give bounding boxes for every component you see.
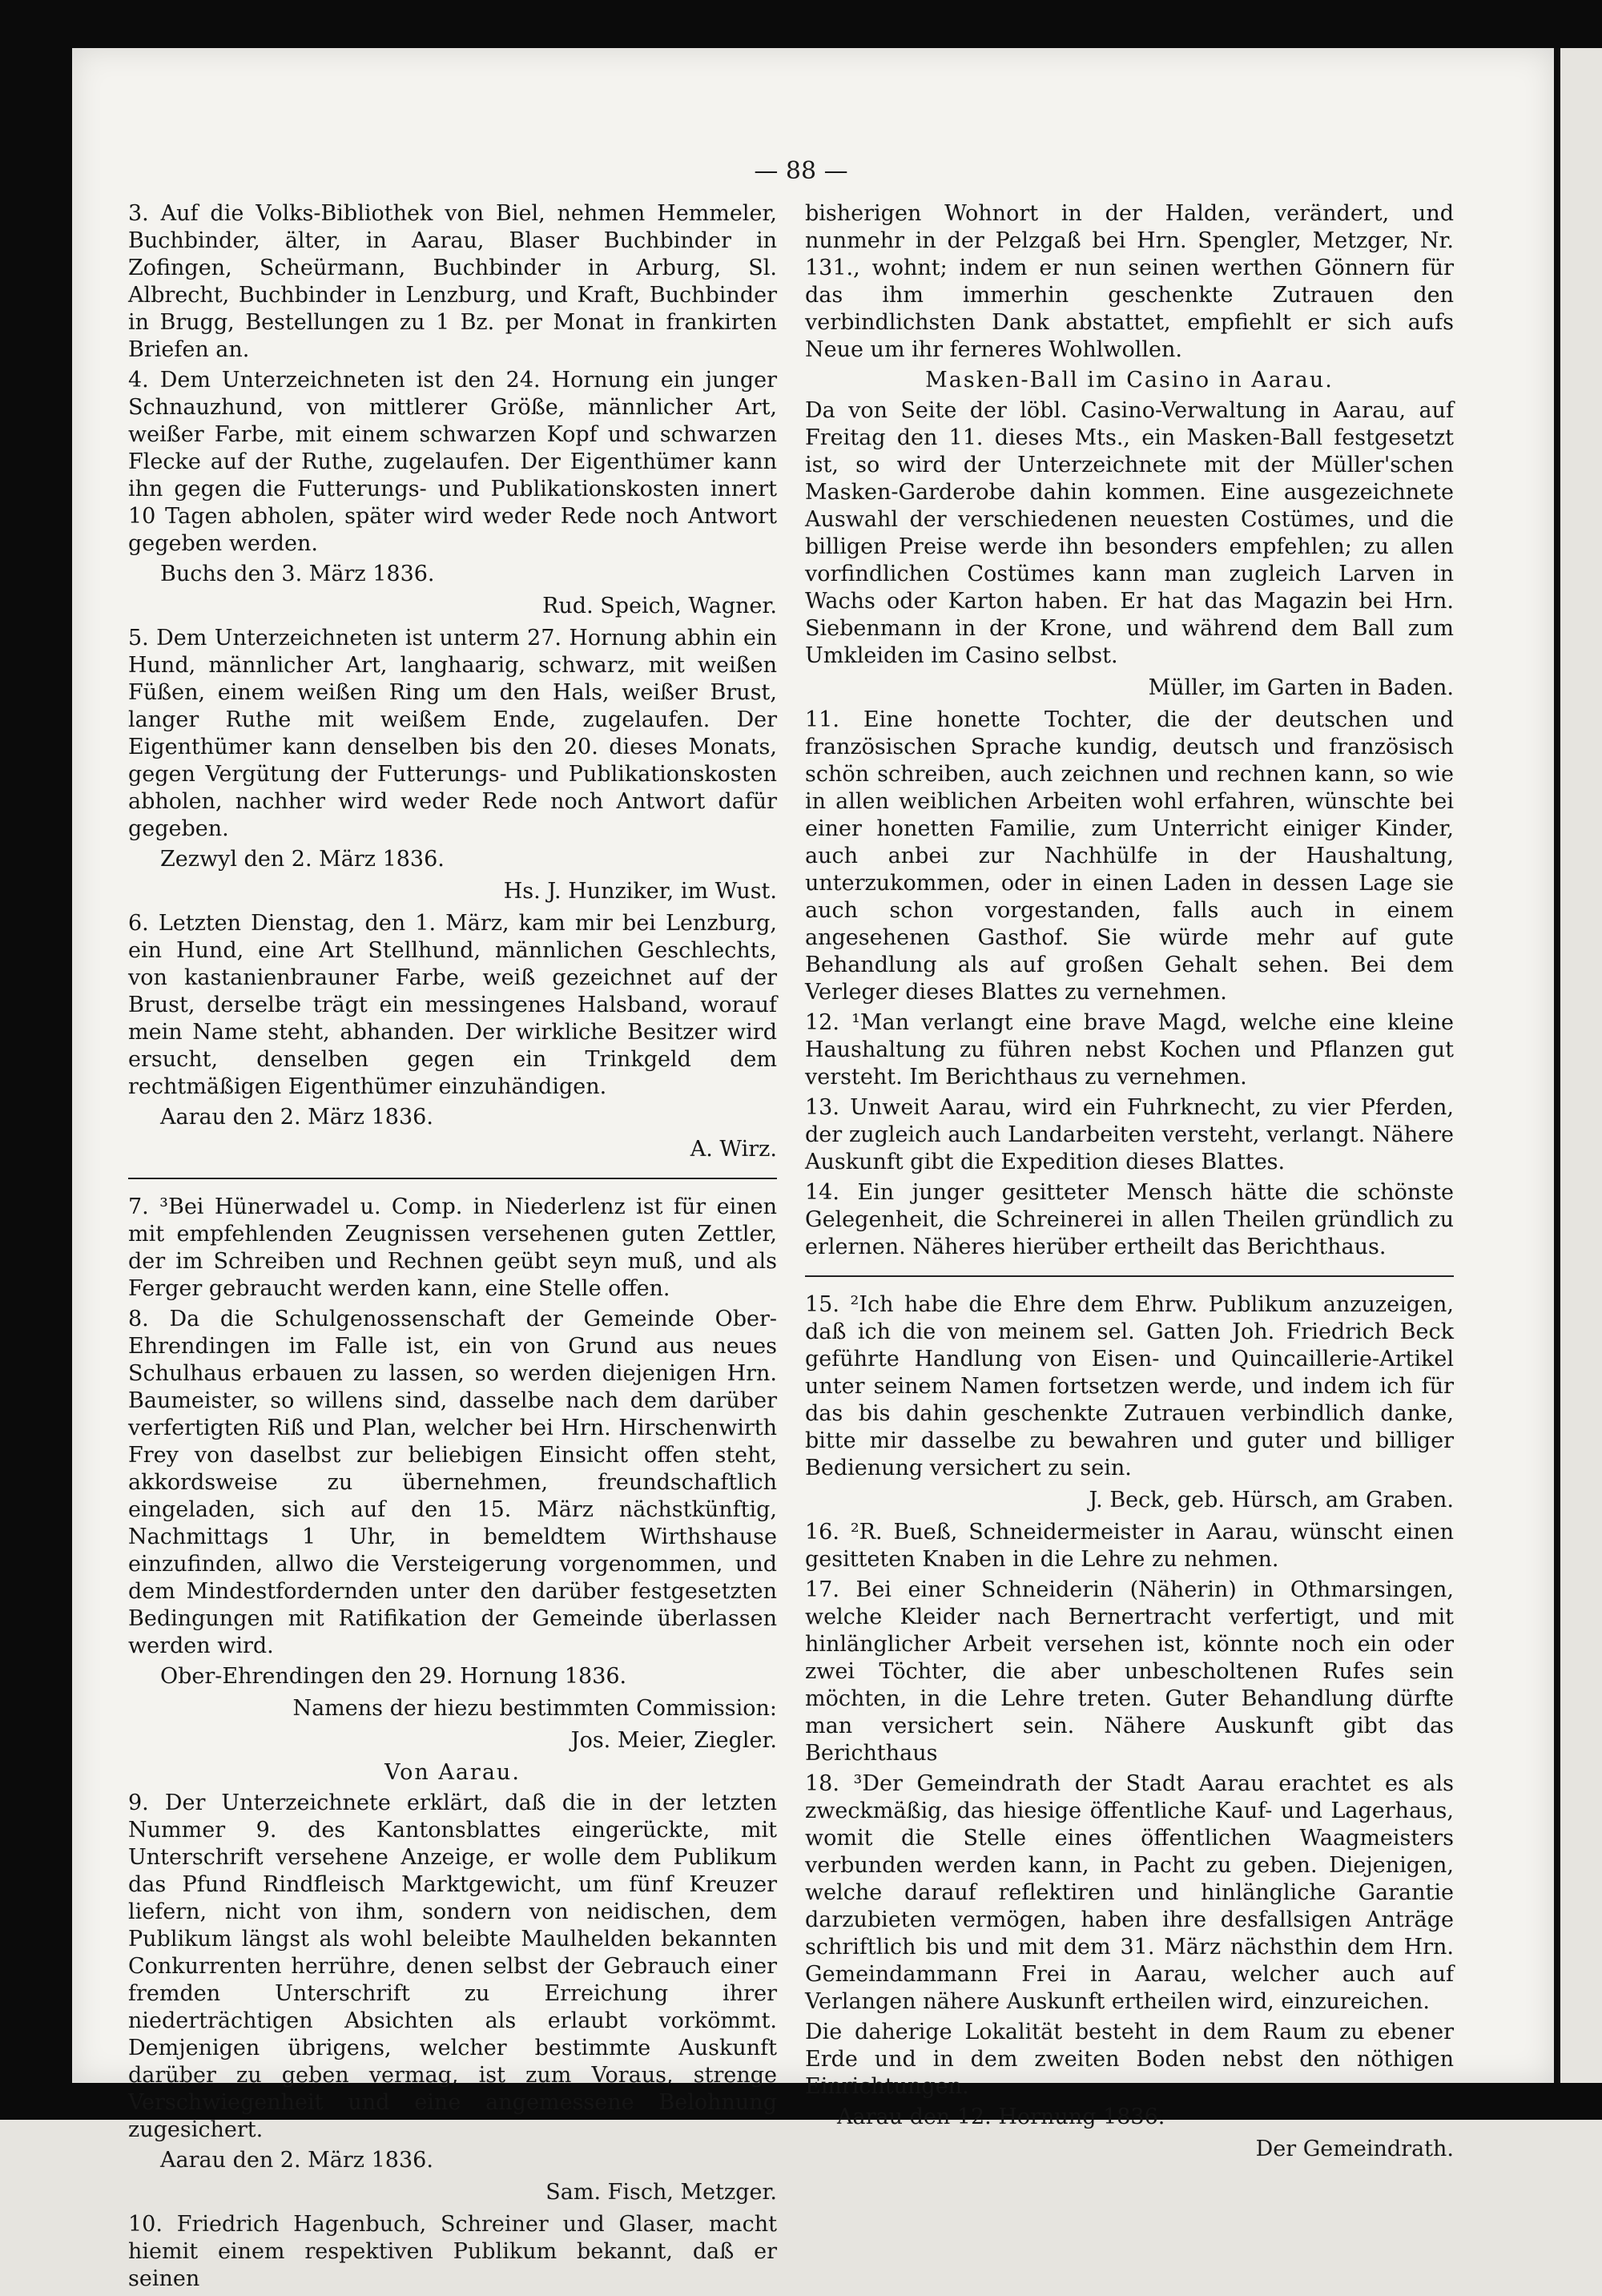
- column-rule: [805, 1275, 1454, 1277]
- scan-border-left: [0, 0, 72, 2120]
- right-column-block-1: [805, 200, 1454, 1261]
- signature: Namens der hiezu bestimmten Commission:: [292, 1696, 777, 1721]
- notice-paragraph: 11. Eine honette Tochter, die der deutschen und französischen Sprache kundig, deutsch und französisch schön schreiben, auch zeichnen und rechnen kann, so wie in allen weiblichen Arbeiten wohl erfahren, wünschte bei einer honetten Familie, zum Unterricht einiger Kinder, auch anbei zur Nachhülfe in der Haushaltung, unterzukommen, oder in einen Laden in dessen Lage sie auch schon vorgestanden, falls auch in einem angesehenen Gasthof. Sie würde mehr auf gute Behandlung als auf großen Gehalt sehen. Bei dem Verleger dieses Blattes zu vernehmen.: [805, 707, 1454, 1005]
- right-column-block-2: [805, 1291, 1454, 2163]
- signature: Rud. Speich, Wagner.: [542, 594, 777, 618]
- place-date: Zezwyl den 2. März 1836.: [160, 847, 445, 872]
- notice-paragraph: 12. ¹Man verlangt eine brave Magd, welche eine kleine Haushaltung zu führen nebst Kochen und Pflanzen gut versteht. Im Berichthaus zu vernehmen.: [805, 1010, 1454, 1090]
- notice-paragraph: 9. Der Unterzeichnete erklärt, daß die in der letzten Nummer 9. des Kantonsblattes eingerückte, mit Unterschrift versehene Anzeige, er wolle dem Publikum das Pfund Rindfleisch Marktgewicht, um fünf Kreuzer liefern, nicht von ihm, sondern von neidischen, dem Publikum längst als wohl beleibte Maulhelden bekannten Conkurrenten herrühre, denen selbst der Gebrauch einer fremden Unterschrift zu Erreichung ihrer niederträchtigen Absichten als erlaubt vorkömmt. Demjenigen übrigens, welcher bestimmte Auskunft darüber zu geben vermag, ist zum Voraus, strenge Verschwiegenheit und eine angemessene Belohnung zugesichert.: [128, 1790, 777, 2142]
- column-rule: [128, 1178, 777, 1179]
- place-date: Aarau den 2. März 1836.: [160, 2148, 433, 2173]
- scan-border-top: [0, 0, 1602, 48]
- notice-paragraph: Da von Seite der löbl. Casino-Verwaltung in Aarau, auf Freitag den 11. dieses Mts., ein Masken-Ball festgesetzt ist, so wird der Unterzeichnete mit der Müller'schen Masken-Garderobe dahin kommen. Eine ausgezeichnete Auswahl der verschiedenen neuesten Costümes, und die billigen Preise werde ihn besonders empfehlen; zu allen vorfindlichen Costümes kann man zugleich Larven in Wachs oder Karton haben. Er hat das Magazin bei Hrn. Siebenmann in der Krone, und während dem Ball zum Umkleiden im Casino selbst.: [805, 398, 1454, 668]
- notice-paragraph: 8. Da die Schulgenossenschaft der Gemeinde Ober-Ehrendingen im Falle ist, ein von Grund aus neues Schulhaus erbauen zu lassen, so werden diejenigen Hrn. Baumeister, so willens sind, dasselbe nach dem darüber verfertigten Riß und Plan, welcher bei Hrn. Hirschenwirth Frey von daselbst zur beliebigen Einsicht offen steht, akkordsweise zu übernehmen, freundschaftlich eingeladen, sich auf den 15. März nächstkünftig, Nachmittags 1 Uhr, in bemeldtem Wirthshause einzufinden, allwo die Versteigerung vorgenommen, und dem Mindestfordernden unter den darüber festgesetzten Bedingungen mit Ratifikation der Gemeinde überlassen werden wird.: [128, 1307, 777, 1658]
- left-column-block-2: [128, 1194, 777, 2293]
- signature: Hs. J. Hunziker, im Wust.: [503, 879, 777, 904]
- signature: A. Wirz.: [690, 1137, 777, 1162]
- notice-paragraph: 16. ²R. Bueß, Schneidermeister in Aarau, wünscht einen gesitteten Knaben in die Lehre zu nehmen.: [805, 1520, 1454, 1572]
- right-column: [805, 200, 1454, 2168]
- signature: Sam. Fisch, Metzger.: [545, 2180, 777, 2205]
- notice-paragraph: 15. ²Ich habe die Ehre dem Ehrw. Publikum anzuzeigen, daß ich die von meinem sel. Gatten Joh. Friedrich Beck geführte Handlung von Eisen- und Quincaillerie-Artikel unter seinem Namen fortsetzen werde, und indem ich für das bis dahin geschenkte Zutrauen verbindlich danke, bitte mir dasselbe zu bewahren und guter und billiger Bedienung versichert zu sein.: [805, 1292, 1454, 1480]
- signature: Der Gemeindrath.: [1255, 2137, 1454, 2161]
- place-date: Aarau den 12. Hornung 1836.: [837, 2105, 1165, 2129]
- place-date: Aarau den 2. März 1836.: [160, 1105, 433, 1130]
- notice-paragraph: 18. ³Der Gemeindrath der Stadt Aarau erachtet es als zweckmäßig, das hiesige öffentliche Kauf- und Lagerhaus, womit die Stelle eines öffentlichen Waagmeisters verbunden werden kann, in Pacht zu geben. Diejenigen, welche darauf reflektiren und hinlängliche Garantie darzubieten vermögen, haben ihre desfallsigen Anträge schriftlich bis und mit dem 31. März nächsthin dem Hrn. Gemeindammann Frei in Aarau, welcher auch auf Verlangen nähere Auskunft ertheilen wird, einzureichen.: [805, 1771, 1454, 2014]
- notice-paragraph: bisherigen Wohnort in der Halden, verändert, und nunmehr in der Pelzgaß bei Hrn. Spengler, Metzger, Nr. 131., wohnt; indem er nun seinen werthen Gönnern für das ihm immerhin geschenkte Zutrauen den verbindlichsten Dank abstattet, empfiehlt er sich aufs Neue um ihr ferneres Wohlwollen.: [805, 201, 1454, 362]
- page-fold-edge: [1554, 48, 1560, 2083]
- page-number: — 88 —: [754, 157, 848, 185]
- section-heading: Masken-Ball im Casino in Aarau.: [925, 368, 1334, 393]
- notice-paragraph: 3. Auf die Volks-Bibliothek von Biel, nehmen Hemmeler, Buchbinder, älter, in Aarau, Blaser Buchbinder in Zofingen, Scheürmann, Buchbinder in Arburg, Sl. Albrecht, Buchbinder in Lenzburg, und Kraft, Buchbinder in Brugg, Bestellungen zu 1 Bz. per Monat in frankirten Briefen an.: [128, 201, 777, 362]
- notice-paragraph: 17. Bei einer Schneiderin (Näherin) in Othmarsingen, welche Kleider nach Bernertracht verfertigt, und mit hinlänglicher Arbeit versehen ist, könnte noch ein oder zwei Töchter, die aber unbescholtenen Rufes sein möchten, in die Lehre treten. Guter Behandlung dürfte man versichert sein. Nähere Auskunft gibt das Berichthaus: [805, 1577, 1454, 1766]
- signature: J. Beck, geb. Hürsch, am Graben.: [1089, 1488, 1454, 1513]
- notice-paragraph: 14. Ein junger gesitteter Mensch hätte die schönste Gelegenheit, die Schreinerei in allen Theilen gründlich zu erlernen. Näheres hierüber ertheilt das Berichthaus.: [805, 1180, 1454, 1259]
- signature: Jos. Meier, Ziegler.: [570, 1728, 777, 1753]
- notice-paragraph: 7. ³Bei Hünerwadel u. Comp. in Niederlenz ist für einen mit empfehlenden Zeugnissen versehenen guten Zettler, der im Schreiben und Rechnen geübt seyn muß, und als Ferger gebraucht werden kann, eine Stelle offen.: [128, 1194, 777, 1301]
- notice-paragraph: 5. Dem Unterzeichneten ist unterm 27. Hornung abhin ein Hund, männlicher Art, langhaarig, schwarz, mit weißen Füßen, einem weißen Ring um den Hals, weißer Brust, langer Ruthe mit weißem Ende, zugelaufen. Der Eigenthümer kann denselben bis den 20. dieses Monats, gegen Vergütung der Futterungs- und Publikationskosten abholen, nachher wird weder Rede noch Antwort dafür gegeben.: [128, 626, 777, 841]
- place-date: Buchs den 3. März 1836.: [160, 562, 435, 586]
- section-heading: Von Aarau.: [384, 1760, 521, 1785]
- notice-paragraph: 4. Dem Unterzeichneten ist den 24. Hornung ein junger Schnauzhund, von mittlerer Größe, männlicher Art, weißer Farbe, mit einem schwarzen Kopf und schwarzen Flecke auf der Ruthe, zugelaufen. Der Eigenthümer kann ihn gegen die Futterungs- und Publikationskosten innert 10 Tagen abholen, später wird weder Rede noch Antwort gegeben werden.: [128, 368, 777, 556]
- place-date: Ober-Ehrendingen den 29. Hornung 1836.: [160, 1664, 627, 1689]
- notice-paragraph: 10. Friedrich Hagenbuch, Schreiner und Glaser, macht hiemit einem respektiven Publikum bekannt, daß er seinen: [128, 2212, 777, 2291]
- signature: Müller, im Garten in Baden.: [1148, 675, 1454, 700]
- left-column-block-1: [128, 200, 777, 1163]
- notice-paragraph: 13. Unweit Aarau, wird ein Fuhrknecht, zu vier Pferden, der zugleich auch Landarbeiten versteht, verlangt. Nähere Auskunft gibt die Expedition dieses Blattes.: [805, 1095, 1454, 1174]
- notice-paragraph: Die daherige Lokalität besteht in dem Raum zu ebener Erde und in dem zweiten Boden nebst den nöthigen Einrichtungen.: [805, 2020, 1454, 2099]
- left-column: [128, 200, 777, 2296]
- notice-paragraph: 6. Letzten Dienstag, den 1. März, kam mir bei Lenzburg, ein Hund, eine Art Stellhund, männlichen Geschlechts, von kastanienbrauner Farbe, weiß gezeichnet auf der Brust, derselbe trägt ein messingenes Halsband, worauf mein Name steht, abhanden. Der wirkliche Besitzer wird ersucht, denselben gegen ein Trinkgeld dem rechtmäßigen Eigenthümer einzuhändigen.: [128, 911, 777, 1099]
